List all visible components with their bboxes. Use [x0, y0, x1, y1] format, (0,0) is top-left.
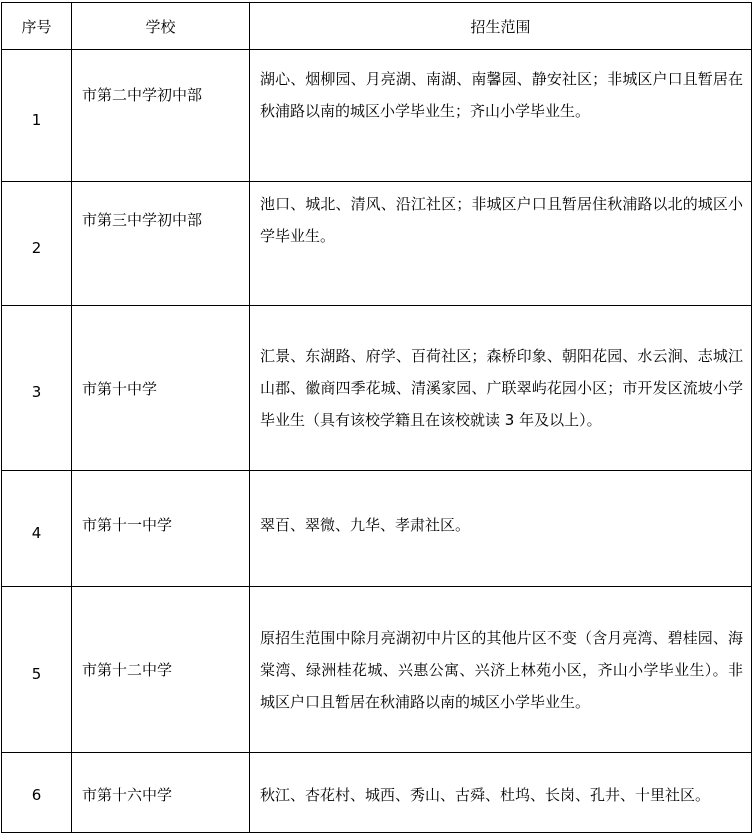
- row-scope: 原招生范围中除月亮湖初中片区的其他片区不变（含月亮湾、碧桂园、海棠湾、绿洲桂花城、兴惠公寓、兴济上林苑小区，齐山小学毕业生）。非城区户口且暂居在秋浦路以南的城区小学毕业生。: [250, 587, 752, 753]
- header-index: 序号: [2, 3, 72, 50]
- table-row: [2, 471, 752, 587]
- table-row: [2, 50, 752, 182]
- row-index: 4: [2, 471, 72, 587]
- enrollment-table: [1, 2, 752, 833]
- row-school: 市第十一中学: [72, 471, 250, 587]
- row-index: 2: [2, 182, 72, 306]
- row-school: 市第二中学初中部: [72, 50, 250, 182]
- table-header-row: [2, 3, 752, 50]
- row-index: 5: [2, 587, 72, 753]
- row-school: 市第十二中学: [72, 587, 250, 753]
- row-scope: 汇景、东湖路、府学、百荷社区；森桥印象、朝阳花园、水云涧、志城江山郡、徽商四季花城、清溪家园、广联翠屿花园小区；市开发区流坡小学毕业生（具有该校学籍且在该校就读 3 年及以上）。: [250, 306, 752, 471]
- row-scope: 秋江、杏花村、城西、秀山、古舜、杜坞、长岗、孔井、十里社区。: [250, 753, 752, 833]
- row-school: 市第三中学初中部: [72, 182, 250, 306]
- row-scope: 池口、城北、清风、沿江社区；非城区户口且暂居住秋浦路以北的城区小学毕业生。: [250, 182, 752, 306]
- table-row: [2, 306, 752, 471]
- row-index: 3: [2, 306, 72, 471]
- row-scope: 湖心、烟柳园、月亮湖、南湖、南馨园、静安社区；非城区户口且暂居在秋浦路以南的城区小学毕业生；齐山小学毕业生。: [250, 50, 752, 182]
- header-scope: 招生范围: [250, 3, 752, 50]
- table-row: [2, 753, 752, 833]
- row-index: 6: [2, 753, 72, 833]
- header-school: 学校: [72, 3, 250, 50]
- table-row: [2, 182, 752, 306]
- row-index: 1: [2, 50, 72, 182]
- table-row: [2, 587, 752, 753]
- row-school: 市第十六中学: [72, 753, 250, 833]
- row-school: 市第十中学: [72, 306, 250, 471]
- row-scope: 翠百、翠微、九华、孝肃社区。: [250, 471, 752, 587]
